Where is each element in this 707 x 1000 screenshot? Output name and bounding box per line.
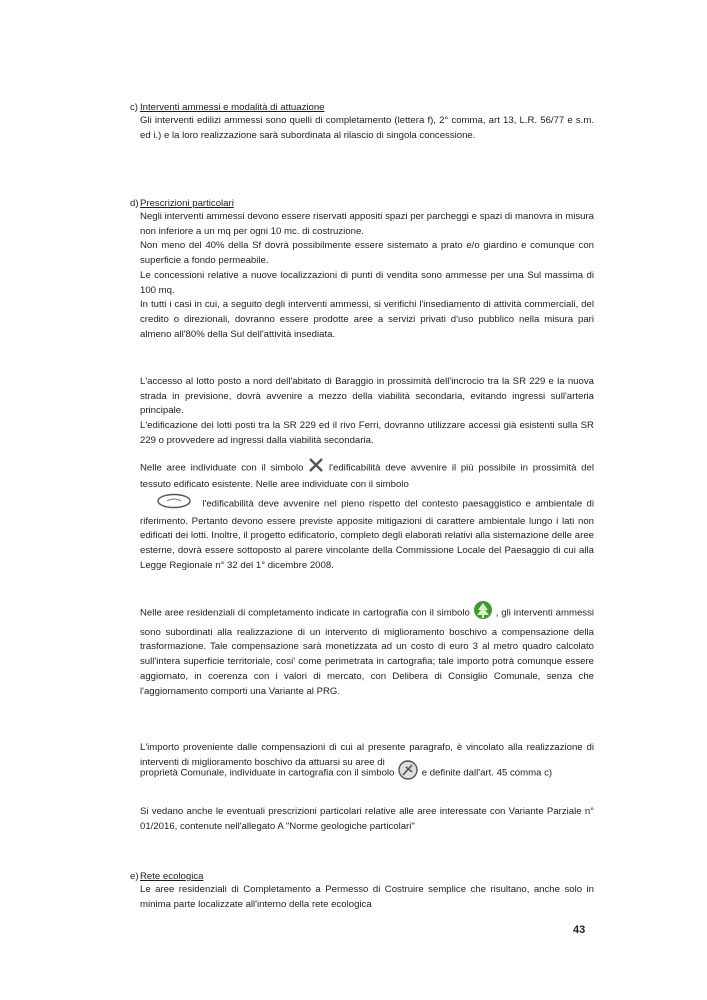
section-e-title: Rete ecologica xyxy=(140,871,204,882)
section-e-heading xyxy=(130,870,594,883)
ellipse-symbol-icon xyxy=(156,493,192,515)
section-d-title: Prescrizioni particolari xyxy=(140,198,234,209)
section-c-title: Interventi ammessi e modalità di attuazione xyxy=(140,102,325,113)
section-c-heading xyxy=(130,101,594,114)
section-c-text: Gli interventi edilizi ammessi sono quelli di completamento (lettera f), 2° comma, art 13, L.R. 56/77 e s.m. ed i.) e la loro realizzazione sarà subordinata al rilascio di singola concessione. xyxy=(140,115,594,141)
paragraph-access-rivo: L'edificazione dei lotti posti tra la SR 229 ed il rivo Ferri, dovranno utilizzare accessi già esistenti sulla SR 229 o provvedere ad ingressi dalla viabilità secondaria. xyxy=(140,420,594,446)
paragraph-compensation: Nelle aree residenziali di completamento indicate in cartografia con il simbolo , gli interventi ammessi sono subordinati alla realizzazione di un intervento di miglioramento boschivo a compensazione della trasformazione. Tale compensazione sarà monetizzata ad un costo di euro 3 al metro quadro calcolato sull'intera superficie territoriale, cosi' come perimetrata in cartografia; tale importo potrà comunque essere aggiornato, in coerenza con i valori di mercato, con Delibera di Consiglio Comunale, senza che l'aggiornamento comporti una Variante al PRG. xyxy=(140,600,594,699)
cross-symbol-icon xyxy=(308,458,324,478)
section-d-paragraphs xyxy=(140,210,594,342)
paragraph-concessions: Le concessioni relative a nuove localizzazioni di punti di vendita sono ammesse per una Sul massima di 100 mq. xyxy=(140,269,594,296)
paragraph-access-north: L'accesso al lotto posto a nord dell'abitato di Baraggio in prossimità dell'incrocio tra la SR 229 e la nuova strada in previsione, dovrà avvenire a mezzo della viabilità secondaria, evitando ingressi sull'arteria principale. xyxy=(140,376,594,417)
wood-symbol-icon xyxy=(397,759,419,787)
section-e-text: Le aree residenziali di Completamento a Permesso di Costruire semplice che risultano, anche solo in minima parte localizzate all'interno della rete ecologica xyxy=(140,884,594,910)
paragraph-variant: Si vedano anche le eventuali prescrizioni particolari relative alle aree interessate con Variante Parziale n° 01/2016, contenute nell'allegato A "Norme geologiche particolari" xyxy=(140,806,594,832)
section-d xyxy=(124,197,594,342)
paragraph-garden: Non meno del 40% della Sf dovrà possibilmente essere sistemato a prato e/o giardino e comunque con superficie a fondo permeabile. xyxy=(140,240,594,267)
section-d-letter: d) xyxy=(130,198,139,209)
paragraph-symbol-ellipse: l'edificabilità deve avvenire nel pieno rispetto del contesto paesaggistico e ambientale di riferimento. Pertanto devono essere previste apposite mitigazioni di carattere ambientale lungo i lati non edificati dei lotti. Inoltre, il progetto edificatorio, completo degli elaborati relativi alla sistemazione delle aree esterne, dovrà essere sottoposto al parere vincolante della Commissione Locale del Paesaggio di cui alla Legge Regionale n° 32 del 1° dicembre 2008. xyxy=(140,493,594,574)
section-e-letter: e) xyxy=(130,871,139,882)
paragraph-commercial: In tutti i casi in cui, a seguito degli interventi ammessi, si verifichi l'insediamento di attività commerciali, del credito o direzionali, dovranno essere prodotte aree a servizi privati d'uso pubblico nella misura pari almeno all'80% della Sul dell'attività insediata. xyxy=(140,299,594,340)
section-c-letter: c) xyxy=(130,102,138,113)
paragraph-symbol-cross: Nelle aree individuate con il simbolo l'edificabilità deve avvenire il più possibile in prossimità del tessuto edificato esistente. Nelle aree individuate con il simbolo xyxy=(140,458,594,492)
paragraph-parking: Negli interventi ammessi devono essere riservati appositi spazi per parcheggi e spazi di manovra in misura non inferiore a un mq per ogni 10 mc. di costruzione. xyxy=(140,211,594,237)
tree-symbol-icon xyxy=(473,600,493,626)
section-c xyxy=(124,101,594,143)
page-number: 43 xyxy=(573,924,586,936)
section-d-heading xyxy=(130,197,594,210)
paragraph-import: L'importo proveniente dalle compensazioni di cui al presente paragrafo, è vincolato alla realizzazione di interventi di miglioramento boschivo da attuarsi su aree di xyxy=(140,742,594,768)
paragraph-import-property: proprietà Comunale, individuate in cartografia con il simbolo e definite dall'art. 45 comma c) xyxy=(140,759,594,787)
section-e xyxy=(124,870,594,912)
